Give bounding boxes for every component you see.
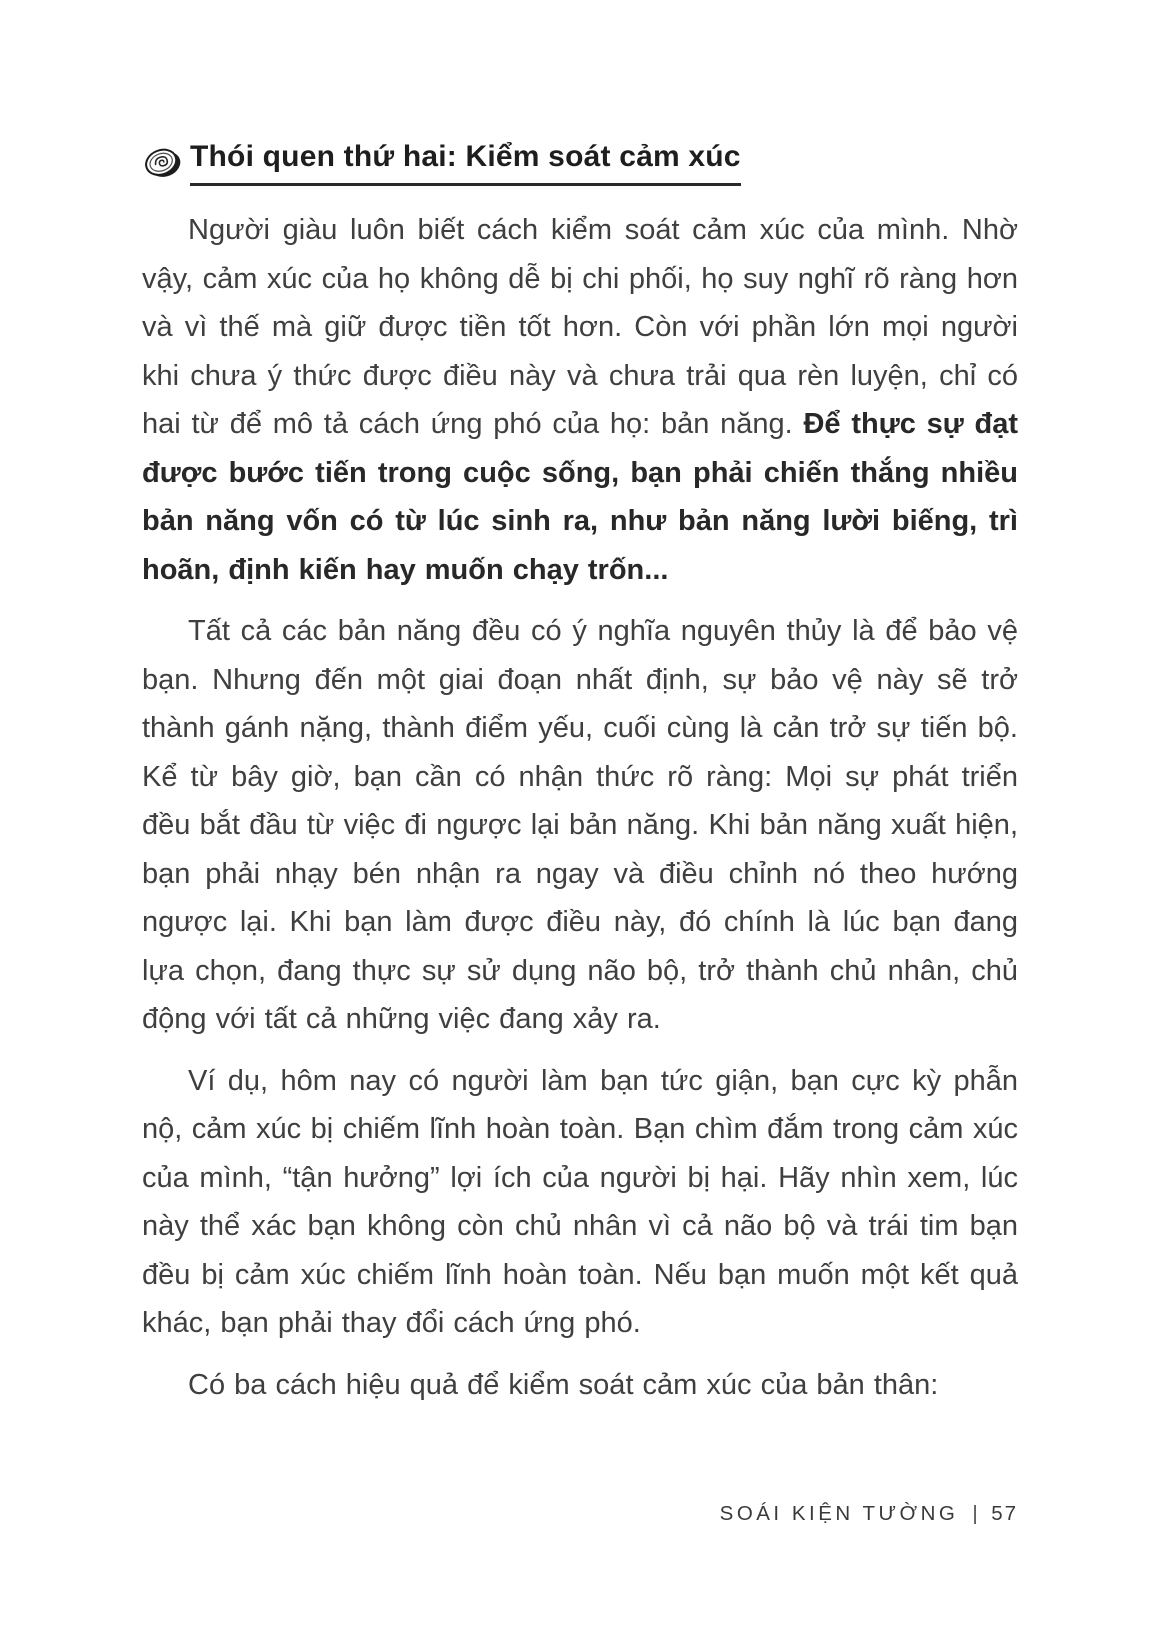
paragraph-3: Ví dụ, hôm nay có người làm bạn tức giận, bạn cực kỳ phẫn nộ, cảm xúc bị chiếm lĩnh hoàn toàn. Bạn chìm đắm trong cảm xúc của mình, “tận hưởng” lợi ích của người bị hại. Hãy nhìn xem, lúc này thể xác bạn không còn chủ nhân vì cả não bộ và trái tim bạn đều bị cảm xúc chiếm lĩnh hoàn toàn. Nếu bạn muốn một kết quả khác, bạn phải thay đổi cách ứng phó. (142, 1064, 1018, 1339)
chapter-heading-text: Thói quen thứ hai: Kiểm soát cảm xúc (190, 138, 741, 186)
paragraph-1 (142, 206, 1018, 594)
paragraph-1-normal-text: Người giàu luôn biết cách kiểm soát cảm xúc của mình. Nhờ vậy, cảm xúc của họ không dễ bị chi phối, họ suy nghĩ rõ ràng hơn và vì thế mà giữ được tiền tốt hơn. Còn với phần lớn mọi người khi chưa ý thức được điều này và chưa trải qua rèn luyện, chỉ có hai từ để mô tả cách ứng phó của họ: bản năng. (142, 214, 1018, 440)
paragraph-2: Tất cả các bản năng đều có ý nghĩa nguyên thủy là để bảo vệ bạn. Nhưng đến một giai đoạn nhất định, sự bảo vệ này sẽ trở thành gánh nặng, thành điểm yếu, cuối cùng là cản trở sự tiến bộ. Kể từ bây giờ, bạn cần có nhận thức rõ ràng: Mọi sự phát triển đều bắt đầu từ việc đi ngược lại bản năng. Khi bản năng xuất hiện, bạn phải nhạy bén nhận ra ngay và điều chỉnh nó theo hướng ngược lại. Khi bạn làm được điều này, đó chính là lúc bạn đang lựa chọn, đang thực sự sử dụng não bộ, trở thành chủ nhân, chủ động với tất cả những việc đang xảy ra. (142, 615, 1018, 1035)
paragraph-1-bold-emphasis: Để thực sự đạt được bước tiến trong cuộc sống, bạn phải chiến thắng nhiều bản năng vốn có từ lúc sinh ra, như bản năng lười biếng, trì hoãn, định kiến hay muốn chạy trốn... (142, 408, 1018, 586)
page-number: 57 (991, 1502, 1018, 1525)
running-title: SOÁI KIỆN TƯỜNG (719, 1502, 959, 1525)
page-content (142, 138, 1018, 1422)
paragraph-4: Có ba cách hiệu quả để kiểm soát cảm xúc của bản thân: (188, 1368, 939, 1401)
chapter-heading (142, 138, 1018, 186)
coin-icon (142, 140, 182, 186)
footer-separator: | (972, 1502, 982, 1525)
page-footer (142, 1502, 1018, 1526)
